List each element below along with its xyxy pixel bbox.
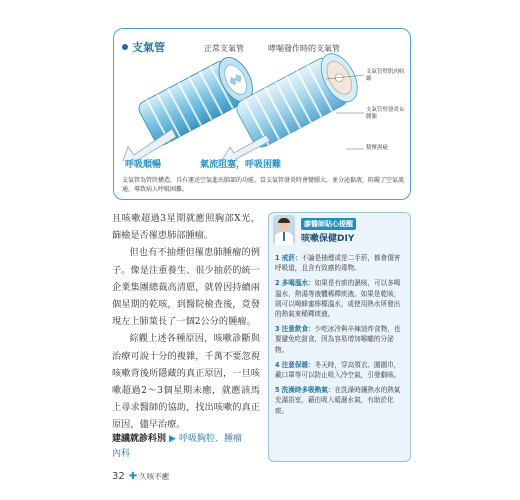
plus-icon: ✚ xyxy=(128,471,138,482)
normal-bronchus-tube xyxy=(136,52,259,148)
suggested-department-value: 呼吸胸腔、腫瘤 xyxy=(178,434,242,444)
suggested-department-value-cont: 內科 xyxy=(112,449,131,459)
tip-text: 冬天時，穿高領衣、圍圍巾，戴口罩等可以防止吸入冷空氣，引發劇咳。 xyxy=(275,360,401,380)
tip-key: 注意保暖： xyxy=(281,360,315,369)
tip-item xyxy=(275,324,406,355)
page-footer xyxy=(112,471,169,482)
tip-item xyxy=(275,253,406,273)
suggested-department xyxy=(112,432,260,462)
body-text-column xyxy=(112,210,260,434)
tip-title: 咳嗽保健DIY xyxy=(301,234,355,244)
tip-number: 5 xyxy=(275,386,280,395)
body-paragraph: 但也有不抽煙但罹患肺腫瘤的例子。像是注重養生、很少抽菸的統一企業集團總裁高清愿，就曾因持續兩個星期的乾咳，到醫院檢查後，竟發現左上肺葉長了一個2公分的腫瘤。 xyxy=(112,247,260,328)
normal-bronchus-label: 正常支氣管 xyxy=(204,44,244,53)
tip-item xyxy=(275,360,406,380)
tip-text: 少吃冰冷與辛辣油炸食物，也要避免吃甜食，因為容易增加喉嚨的分泌物。 xyxy=(275,325,401,354)
tip-number: 4 xyxy=(275,360,280,369)
tip-text: 不論是抽煙或是二手菸，都會傷害呼吸道，且含有致癌的毒物。 xyxy=(275,254,401,273)
tip-number: 3 xyxy=(275,325,280,334)
body-paragraph: 且咳嗽超過3星期就應照胸部X光，篩檢是否罹患肺部腫瘤。 xyxy=(112,213,260,242)
annotation-inflammation: 支氣管壁發炎＆腫脹 xyxy=(366,107,405,120)
obstructed-breathing-label: 氣流阻塞，呼吸困難 xyxy=(200,160,282,170)
tip-item xyxy=(275,385,406,416)
suggested-department-key: 建議就診科別 xyxy=(112,434,167,444)
triangle-right-icon: ▶ xyxy=(169,434,176,444)
footer-title: 久咳不癒 xyxy=(139,472,170,481)
doctor-avatar xyxy=(273,215,295,245)
tip-key: 洗澡時多吸熱氣： xyxy=(281,386,335,395)
diagram-title: 支氣管 xyxy=(132,41,165,54)
tip-text: 在洗澡時讓熱水的熱氣充滿浴室，藉由吸入暖濕水氣，有助於化痰。 xyxy=(275,386,401,415)
tip-card-header xyxy=(269,213,410,247)
tip-item xyxy=(275,278,406,319)
tip-key: 戒菸： xyxy=(281,254,302,262)
bullet-icon xyxy=(122,44,128,50)
tip-key: 多喝溫水： xyxy=(281,279,315,288)
page-number: 32 xyxy=(112,471,125,482)
smooth-breathing-label: 呼吸順暢 xyxy=(125,160,162,170)
annotation-muscle-contraction: 支氣管壁肌肉收縮 xyxy=(366,69,405,82)
annotation-mucus: 積聚濕疵 xyxy=(366,145,389,151)
bronchus-diagram-box xyxy=(113,28,411,200)
tip-number: 1 xyxy=(275,254,280,262)
tip-number: 2 xyxy=(275,279,280,288)
tip-list xyxy=(275,253,406,421)
doctor-tip-card xyxy=(268,212,411,462)
asthma-bronchus-tube xyxy=(233,51,364,150)
tip-key: 注意飲食： xyxy=(281,325,315,334)
body-paragraph: 綜觀上述各種原因，咳嗽診斷與治療可說十分的複雜，千萬不要忽視咳嗽背後所隱藏的真正原因，一旦咳嗽超過2～3個星期未癒，就應該馬上尋求醫師的協助，找出咳嗽的真正原因，儘早治療。 xyxy=(112,333,260,431)
diagram-caption: 支氣管為管狀構造，具有運送空氣進出肺部的功能。當支氣管發炎時會變腫大，並分泌黏液，阻礙了空氣流通，導致病人呼吸困難。 xyxy=(122,177,405,193)
tip-text: 如果是有痰的濕咳，可以多喝溫水，熱湯等液體稀釋痰液。如果是乾咳，則可以喝蜂蜜檸檬溫水，或使用熱水所發出的熱氣來稀釋痰液。 xyxy=(275,279,401,319)
asthma-bronchus-label: 哮喘發作時的支氣管 xyxy=(268,44,340,53)
tip-kicker: 廖醫師貼心提醒 xyxy=(301,218,356,230)
